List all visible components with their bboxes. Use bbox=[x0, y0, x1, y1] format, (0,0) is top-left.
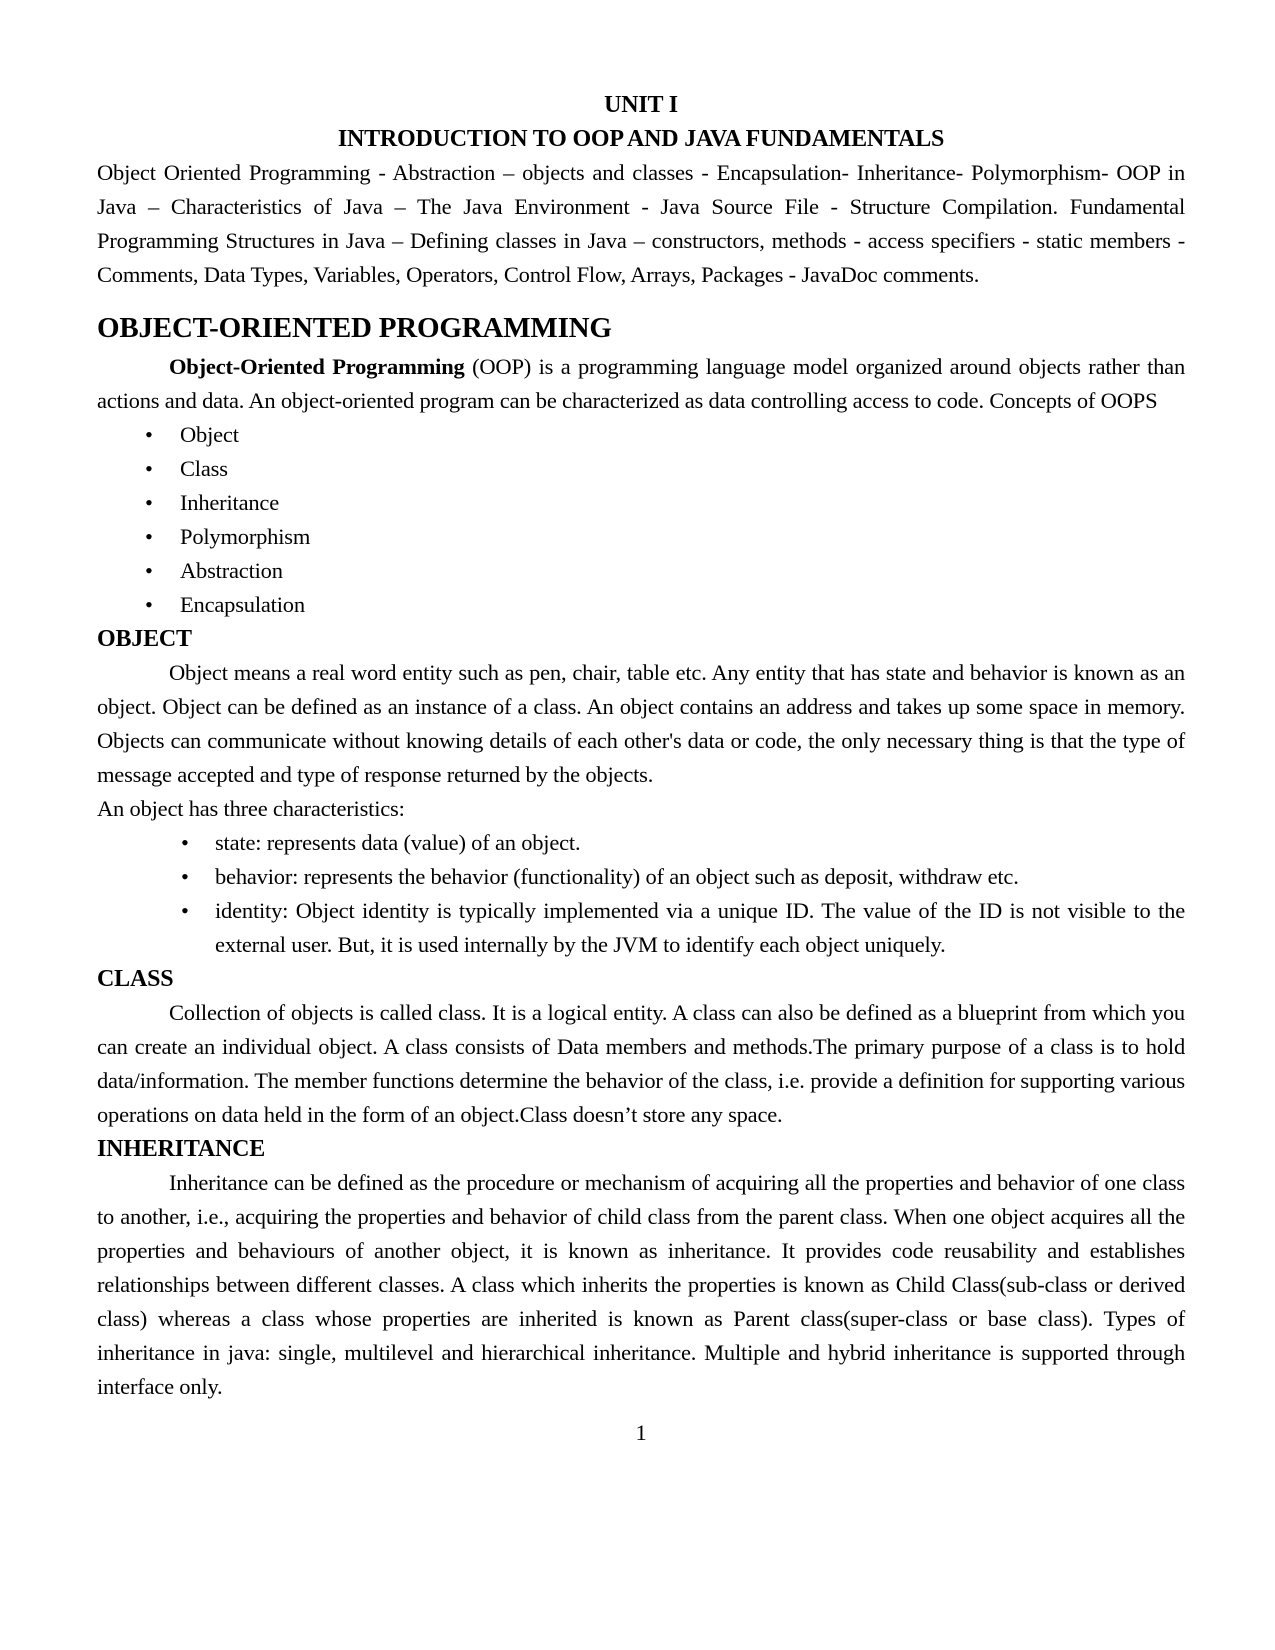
list-item-label: Encapsulation bbox=[180, 592, 305, 617]
list-item-state bbox=[97, 826, 1185, 860]
section-heading-class: CLASS bbox=[97, 966, 174, 992]
inheritance-paragraph: Inheritance can be defined as the procedure or mechanism of acquiring all the properties and behavior of one class to another, i.e., acquiring the properties and behavior of child class from the parent class. When one object acquires all the properties and behaviours of another object, it is known as inheritance. It provides code reusability and establishes relationships between different classes. A class which inherits the properties is known as Child Class(sub-class or derived class) whereas a class whose properties are inherited is known as Parent class(super-class or base class). Types of inheritance in java: single, multilevel and hierarchical inheritance. Multiple and hybrid inheritance is supported through interface only. bbox=[97, 1170, 1185, 1399]
list-item-label: Abstraction bbox=[180, 558, 283, 583]
bullet-icon: • bbox=[145, 558, 153, 583]
document-title: INTRODUCTION TO OOP AND JAVA FUNDAMENTALS bbox=[337, 126, 945, 152]
list-item-object bbox=[97, 418, 1185, 452]
oop-intro-lead: Object-Oriented Programming bbox=[169, 354, 465, 379]
list-item-label: state: represents data (value) of an object. bbox=[215, 830, 581, 855]
list-item-encapsulation bbox=[97, 588, 1185, 622]
section-heading-oop: OBJECT-ORIENTED PROGRAMMING bbox=[97, 312, 612, 344]
bullet-icon: • bbox=[145, 490, 153, 515]
section-heading-inheritance: INHERITANCE bbox=[97, 1136, 266, 1162]
list-item-inheritance bbox=[97, 486, 1185, 520]
list-item-identity bbox=[97, 894, 1185, 962]
object-paragraph: Object means a real word entity such as pen, chair, table etc. Any entity that has state and behavior is known as an object. Object can be defined as an instance of a class. An object contains an address and takes up some space in memory. Objects can communicate without knowing details of each other's data or code, the only necessary thing is that the type of message accepted and type of response returned by the objects. bbox=[97, 660, 1185, 787]
page-number: 1 bbox=[635, 1420, 647, 1445]
list-item-label: behavior: represents the behavior (functionality) of an object such as deposit, withdraw etc. bbox=[215, 864, 1019, 889]
bullet-icon: • bbox=[145, 524, 153, 549]
list-item-label: Inheritance bbox=[180, 490, 279, 515]
list-item-class bbox=[97, 452, 1185, 486]
bullet-icon: • bbox=[145, 592, 153, 617]
bullet-icon: • bbox=[181, 830, 189, 855]
list-item-polymorphism bbox=[97, 520, 1185, 554]
list-item-label: identity: Object identity is typically implemented via a unique ID. The value of the ID is not visible to the external user. But, it is used internally by the JVM to identify each object uniquely. bbox=[215, 898, 1185, 957]
list-item-label: Polymorphism bbox=[180, 524, 311, 549]
list-item-label: Class bbox=[180, 456, 228, 481]
oops-concepts-list bbox=[97, 418, 1185, 622]
list-item-behavior bbox=[97, 860, 1185, 894]
bullet-icon: • bbox=[145, 422, 153, 447]
list-item-label: Object bbox=[180, 422, 239, 447]
list-item-abstraction bbox=[97, 554, 1185, 588]
bullet-icon: • bbox=[181, 898, 189, 923]
section-heading-object: OBJECT bbox=[97, 626, 192, 652]
bullet-icon: • bbox=[181, 864, 189, 889]
oop-intro-paragraph bbox=[97, 350, 1185, 418]
class-paragraph: Collection of objects is called class. It is a logical entity. A class can also be defined as a blueprint from which you can create an individual object. A class consists of Data members and methods.The primary purpose of a class is to hold data/information. The member functions determine the behavior of the class, i.e. provide a definition for supporting various operations on data held in the form of an object.Class doesn’t store any space. bbox=[97, 1000, 1185, 1127]
characteristics-intro: An object has three characteristics: bbox=[97, 796, 405, 821]
bullet-icon: • bbox=[145, 456, 153, 481]
oop-intro-rest: (OOP) is a programming language model organized around objects rather than actions and data. An object-oriented program can be characterized as data controlling access to code. Concepts of OOPS bbox=[97, 354, 1186, 413]
unit-heading: UNIT I bbox=[604, 92, 678, 118]
syllabus-paragraph: Object Oriented Programming - Abstraction – objects and classes - Encapsulation- Inheritance- Polymorphism- OOP in Java – Characteristics of Java – The Java Environment - Java Source File - Structure Compilation. Fundamental Programming Structures in Java – Defining classes in Java – constructors, methods - access specifiers - static members - Comments, Data Types, Variables, Operators, Control Flow, Arrays, Packages - JavaDoc comments. bbox=[97, 160, 1185, 287]
object-characteristics-list bbox=[97, 826, 1185, 962]
